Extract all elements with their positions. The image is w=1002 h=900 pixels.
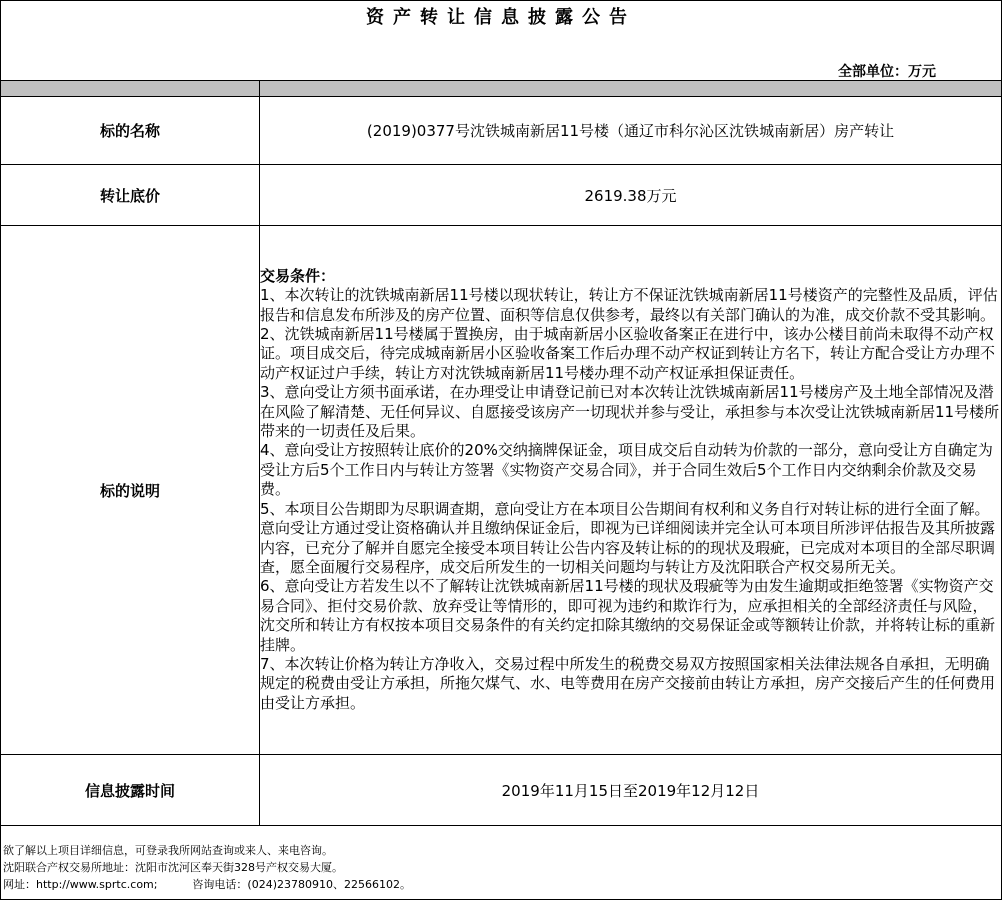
condition-item-2: 2、沈铁城南新居11号楼属于置换房，由于城南新居小区验收备案正在进行中，该办公楼目前尚未取得不动产权证。项目成交后，待完成城南新居小区验收备案工作后办理不动产权证到转让方名下，转让方配合受让方办理不动产权证过户手续，转让方对沈铁城南新居11号楼办理不动产权证承担保证责任。 (260, 325, 996, 382)
row-subject-description (1, 226, 1002, 755)
footer-line-address: 沈阳联合产权交易所地址：沈阳市沈河区奉天街328号产权交易大厦。 (3, 861, 343, 874)
condition-item-7: 7、本次转让价格为转让方净收入，交易过程中所发生的税费交易双方按照国家相关法律法规各自承担，无明确规定的税费由受让方承担，所拖欠煤气、水、电等费用在房产交接前由转让方承担，房产交接后产生的任何费用由受让方承担。 (260, 654, 996, 712)
subject-description-content (260, 226, 1002, 755)
row-disclosure-time (1, 755, 1002, 826)
condition-item-6: 6、意向受让方若发生以不了解转让沈铁城南新居11号楼的现状及瑕疵等为由发生逾期或拒绝签署《实物资产交易合同》、拒付交易价款、放弃受让等情形的，即可视为违约和欺诈行为，应承担相关的全部经济责任与风险，沈交所和转让方有权按本项目交易条件的有关约定扣除其缴纳的交易保证金或等额转让价款，并将转让标的重新挂牌。 (260, 577, 996, 654)
footer-contact (3, 842, 411, 893)
disclosure-time-value: 2019年11月15日至2019年12月12日 (260, 755, 1002, 826)
subject-name-value: (2019)0377号沈铁城南新居11号楼（通辽市科尔沁区沈铁城南新居）房产转让 (260, 97, 1002, 165)
header-separator-row (1, 81, 1002, 97)
condition-item-4: 4、意向受让方按照转让底价的20%交纳摘牌保证金，项目成交后自动转为价款的一部分，意向受让方自确定为受让方后5个工作日内与转让方签署《实物资产交易合同》，并于合同生效后5个工作日内交纳剩余价款及交易费。 (260, 441, 993, 499)
row-reserve-price (1, 165, 1002, 226)
trade-conditions-heading: 交易条件： (260, 266, 336, 285)
unit-note: 全部单位：万元 (838, 64, 936, 80)
condition-item-5: 5、本项目公告期即为尽职调查期，意向受让方在本项目公告期间有权利和义务自行对转让标的进行全面了解。意向受让方通过受让资格确认并且缴纳保证金后，即视为已详细阅读并完全认可本项目所涉评估报告及其所披露内容，已充分了解并自愿完全接受本项目转让公告内容及转让标的的现状及瑕疵，已完成对本项目的全部尽职调查，愿全面履行交易程序，成交后所发生的一切相关问题均与转让方及沈阳联合产权交易所无关。 (260, 499, 996, 576)
subject-description-label: 标的说明 (1, 226, 260, 755)
disclosure-table (0, 80, 1002, 826)
document-title: 资产转让信息披露公告 (366, 7, 636, 28)
condition-item-1: 1、本次转让的沈铁城南新居11号楼以现状转让，转让方不保证沈铁城南新居11号楼资产的完整性及品质，评估报告和信息发布所涉及的房产位置、面积等信息仅供参考，最终以有关部门确认的为准，成交价款不受其影响。 (260, 286, 998, 324)
reserve-price-label: 转让底价 (1, 165, 260, 226)
footer-line-inquiry: 欲了解以上项目详细信息，可登录我所网站查询或来人、来电咨询。 (3, 844, 333, 857)
subject-name-label: 标的名称 (1, 97, 260, 165)
footer-line-website-phone: 网址：http://www.sprtc.com; 咨询电话：(024)23780910、22566102。 (3, 878, 411, 891)
row-subject-name (1, 97, 1002, 165)
condition-item-3: 3、意向受让方须书面承诺，在办理受让申请登记前已对本次转让沈铁城南新居11号楼房产及土地全部情况及潜在风险了解清楚、无任何异议、自愿接受该房产一切现状并参与受让，承担参与本次受让沈铁城南新居11号楼所带来的一切责任及后果。 (260, 383, 1000, 441)
disclosure-time-label: 信息披露时间 (1, 755, 260, 826)
reserve-price-value: 2619.38万元 (260, 165, 1002, 226)
